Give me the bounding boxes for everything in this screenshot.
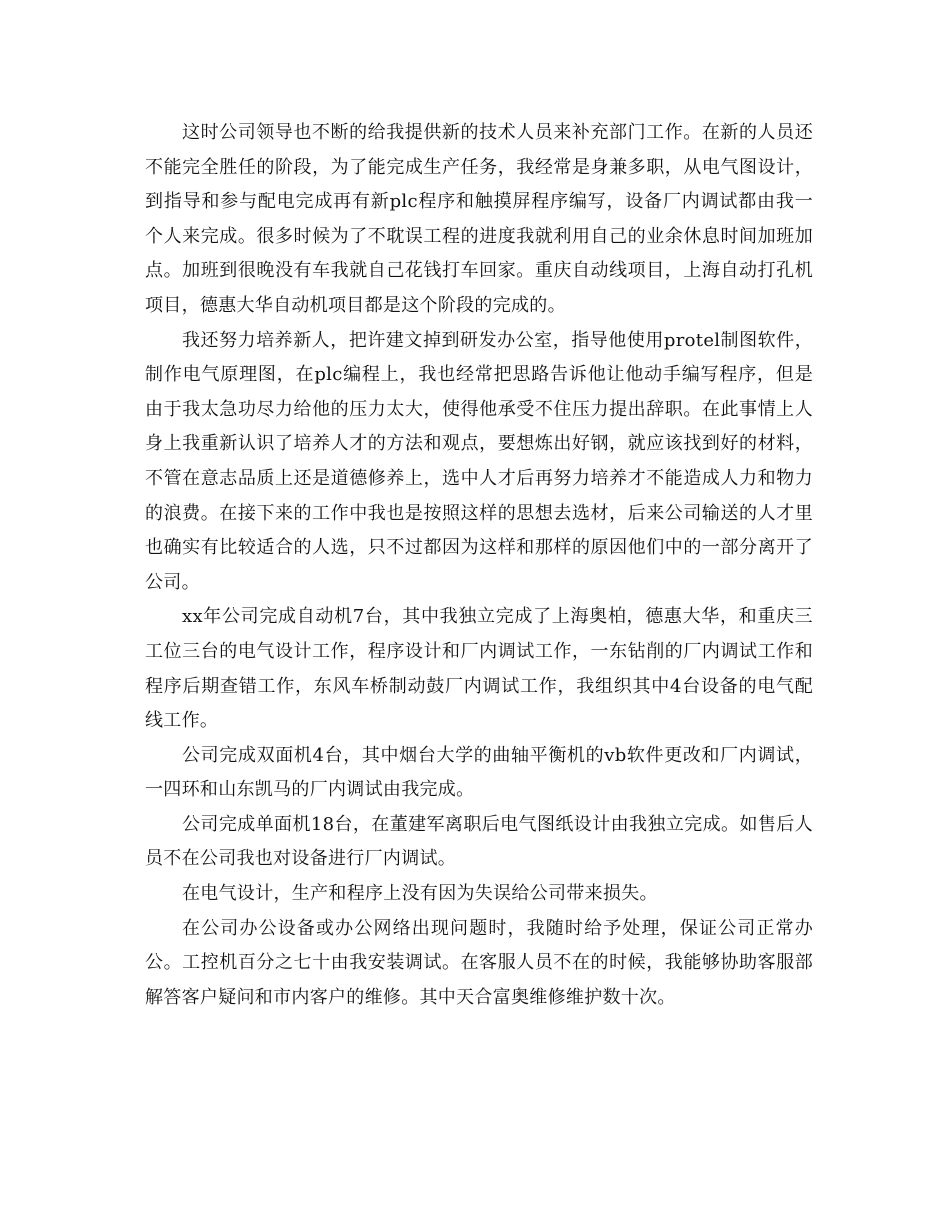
paragraph-5: 公司完成单面机18台，在董建军离职后电气图纸设计由我独立完成。如售后人员不在公司我也对设备进行厂内调试。 bbox=[145, 813, 813, 870]
paragraph-3: xx年公司完成自动机7台，其中我独立完成了上海奥柏，德惠大华，和重庆三工位三台的电气设计工作，程序设计和厂内调试工作，一东钻削的厂内调试工作和程序后期查错工作，东风车桥制动鼓厂内调试工作，我组织其中4台设备的电气配线工作。 bbox=[145, 606, 813, 732]
paragraph-4: 公司完成双面机4台，其中烟台大学的曲轴平衡机的vb软件更改和厂内调试，一四环和山东凯马的厂内调试由我完成。 bbox=[145, 744, 813, 801]
paragraph-2: 我还努力培养新人，把许建文掉到研发办公室，指导他使用protel制图软件，制作电气原理图，在plc编程上，我也经常把思路告诉他让他动手编写程序，但是由于我太急功尽力给他的压力太大，使得他承受不住压力提出辞职。在此事情上人身上我重新认识了培养人才的方法和观点，要想炼出好钢，就应该找到好的材料，不管在意志品质上还是道德修养上，选中人才后再努力培养才不能造成人力和物力的浪费。在接下来的工作中我也是按照这样的思想去选材，后来公司输送的人才里也确实有比较适合的人选，只不过都因为这样和那样的原因他们中的一部分离开了公司。 bbox=[145, 329, 813, 593]
paragraph-6: 在电气设计，生产和程序上没有因为失误给公司带来损失。 bbox=[182, 883, 658, 905]
paragraph-7: 在公司办公设备或办公网络出现问题时，我随时给予处理，保证公司正常办公。工控机百分之七十由我安装调试。在客服人员不在的时候，我能够协助客服部解答客户疑问和市内客户的维修。其中天合富奥维修维护数十次。 bbox=[145, 917, 813, 1008]
document-body bbox=[145, 116, 813, 1015]
paragraph-1: 这时公司领导也不断的给我提供新的技术人员来补充部门工作。在新的人员还不能完全胜任的阶段，为了能完成生产任务，我经常是身兼多职，从电气图设计，到指导和参与配电完成再有新plc程序和触摸屏程序编写，设备厂内调试都由我一个人来完成。很多时候为了不耽误工程的进度我就利用自己的业余休息时间加班加点。加班到很晚没有车我就自己花钱打车回家。重庆自动线项目，上海自动打孔机项目，德惠大华自动机项目都是这个阶段的完成的。 bbox=[145, 122, 813, 316]
